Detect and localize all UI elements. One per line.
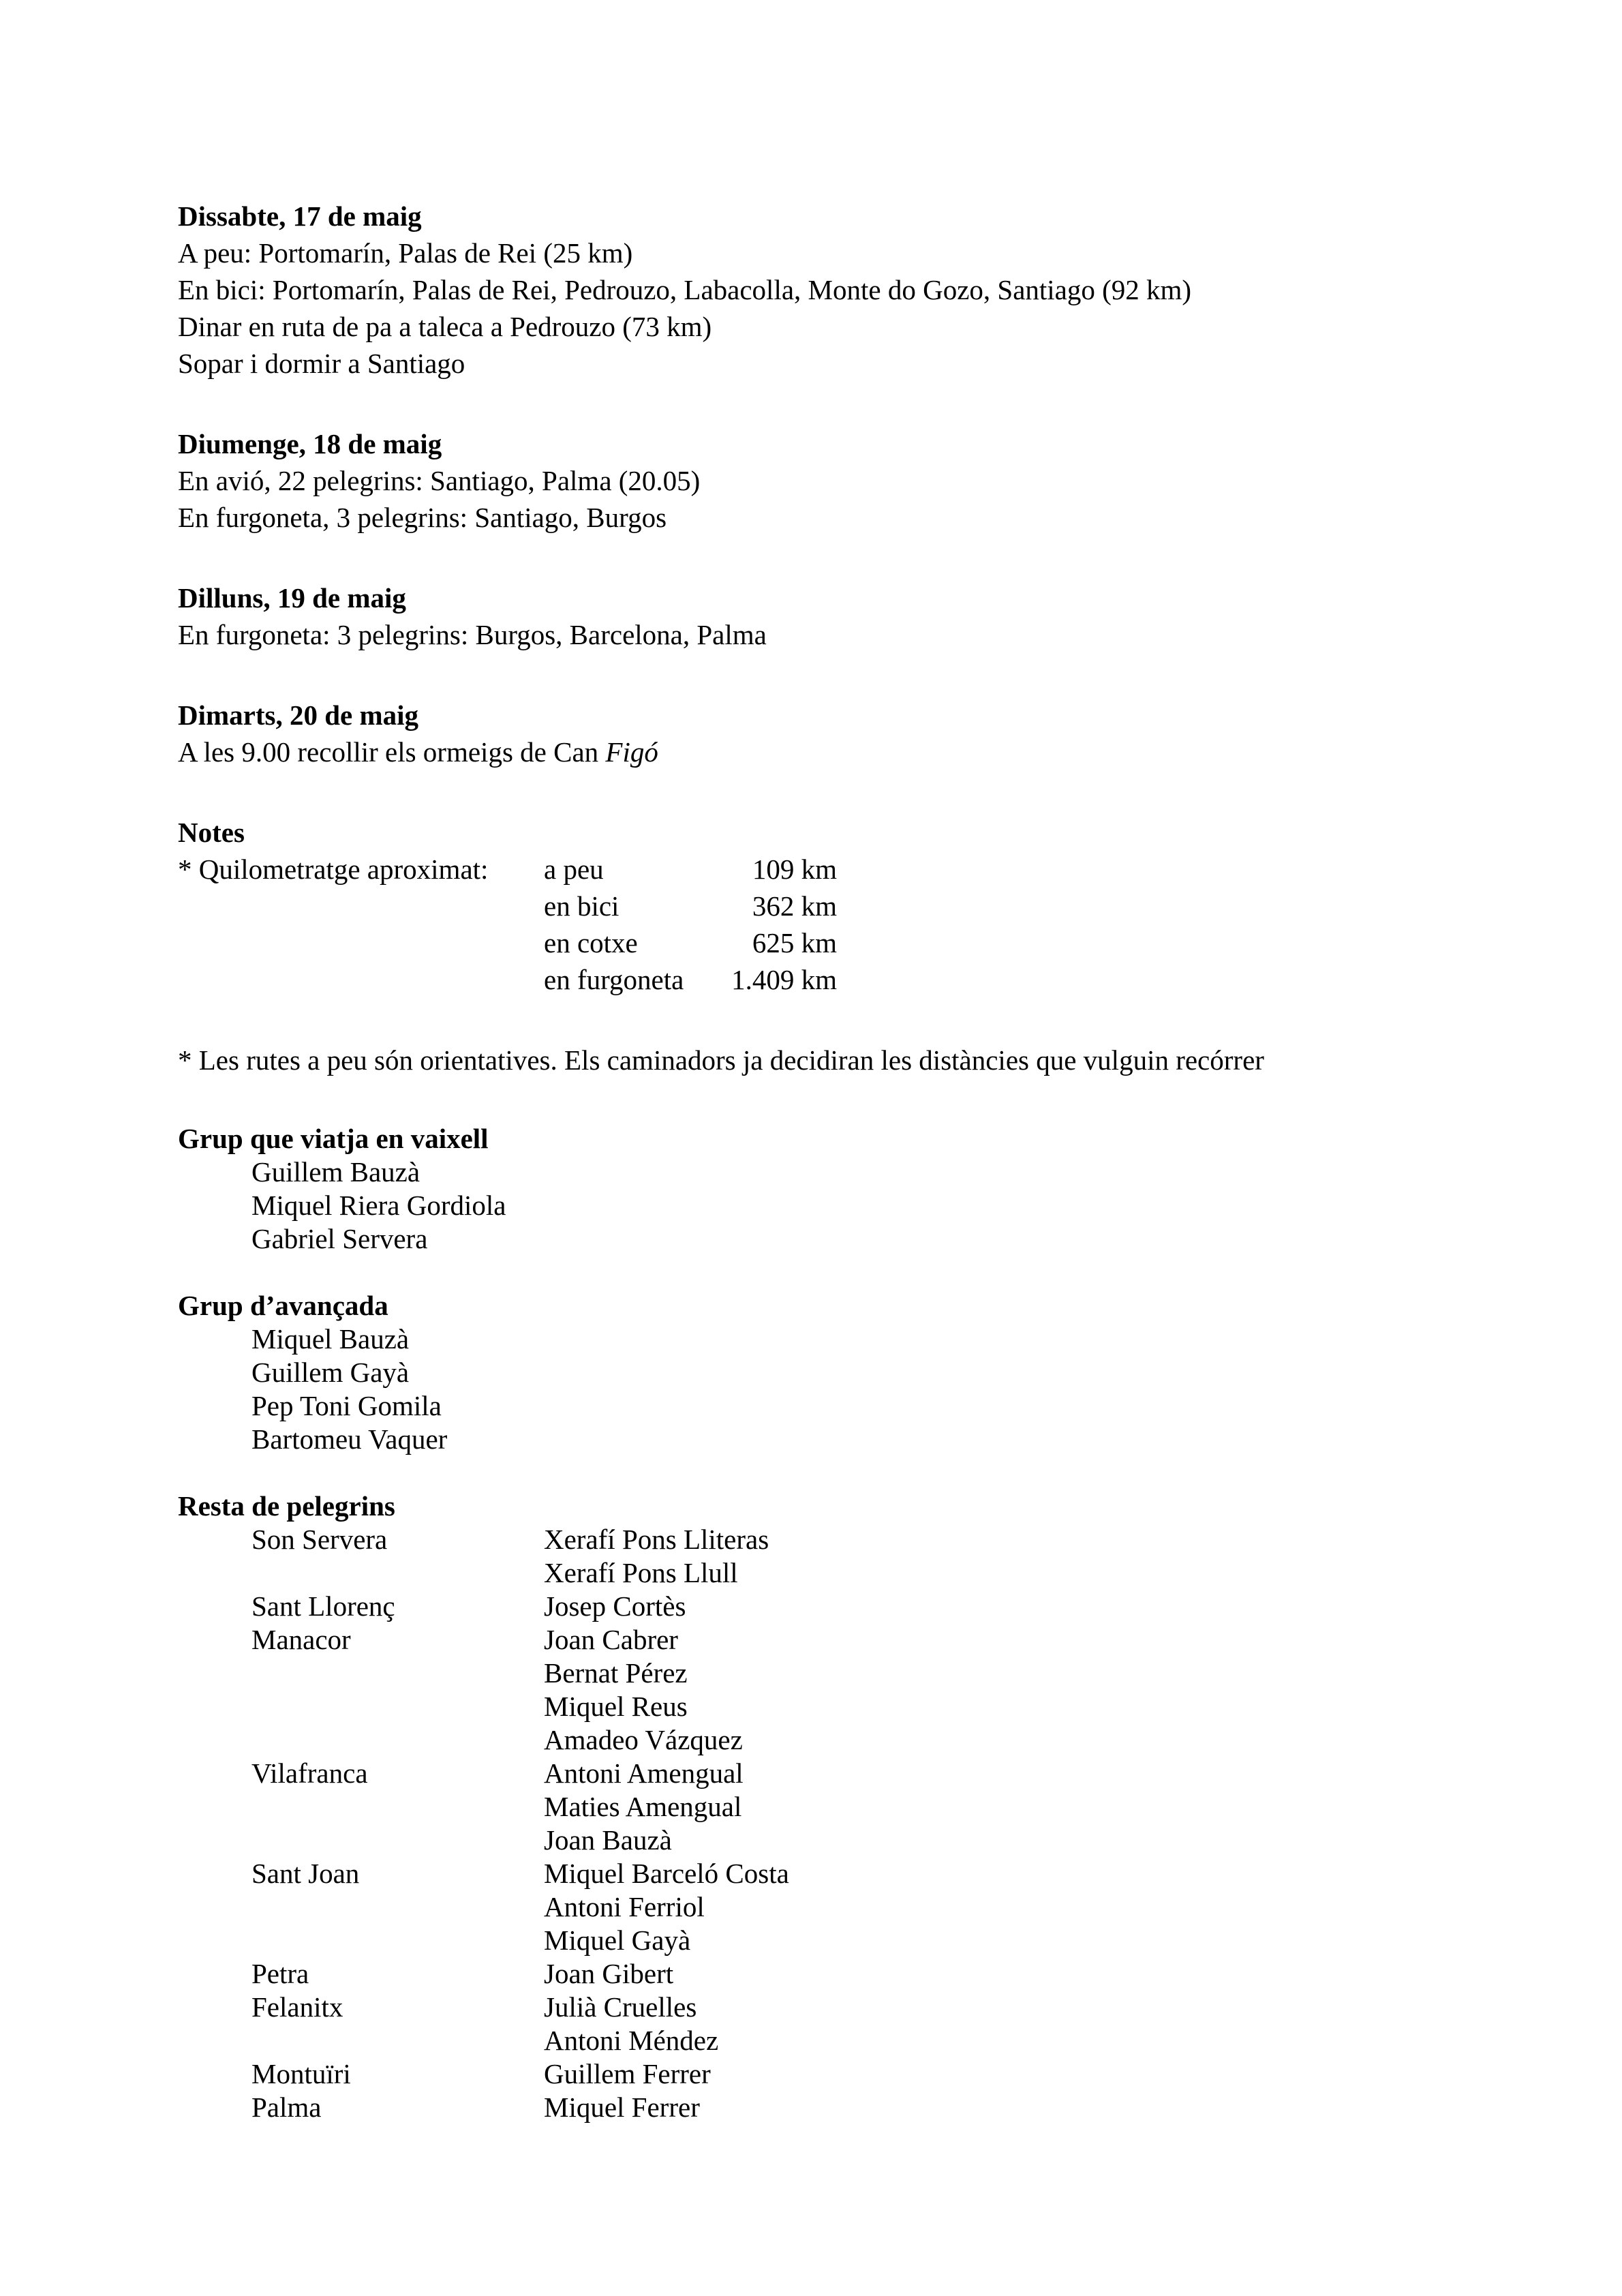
pilgrim-row [178,1924,1473,1957]
km-value: 362 km [752,890,837,922]
notes-heading: Notes [178,817,245,848]
group-member: Miquel Riera Gordiola [251,1190,506,1221]
km-row [178,924,1473,961]
km-row [178,888,1473,924]
pilgrim-row [178,1890,1473,1924]
pilgrim-town: Petra [251,1958,309,1989]
pilgrim-name: Julià Cruelles [544,1991,697,2023]
pilgrim-town: Vilafranca [251,1757,368,1789]
pilgrim-row [178,2057,1473,2091]
pilgrim-name: Miquel Ferrer [544,2091,700,2123]
group-heading: Grup que viatja en vaixell [178,1123,489,1154]
pilgrim-name: Josep Cortès [544,1590,686,1622]
pilgrim-row [178,1957,1473,1991]
km-value: 625 km [752,927,837,958]
pilgrim-name: Maties Amengual [544,1791,742,1822]
pilgrim-row [178,1556,1473,1590]
pilgrim-town [178,1657,544,1690]
pilgrim-town: Manacor [251,1624,351,1655]
day-monday [178,579,1473,653]
day-heading: Dilluns, 19 de maig [178,582,406,614]
km-row [178,851,1473,888]
pilgrim-row [178,1523,1473,1556]
group-heading: Grup d’avançada [178,1290,388,1321]
day-line-italic: Figó [605,736,658,768]
pilgrim-row [178,1657,1473,1690]
pilgrim-row [178,2024,1473,2057]
pilgrim-town: Son Servera [251,1524,388,1555]
pilgrim-row [178,1590,1473,1623]
pilgrim-row [178,1623,1473,1657]
pilgrim-row [178,2091,1473,2124]
day-line-text: A les 9.00 recollir els ormeigs de Can [178,736,606,768]
day-line: Sopar i dormir a Santiago [178,348,465,379]
day-line: En furgoneta, 3 pelegrins: Santiago, Burgos [178,502,667,533]
pilgrim-town [178,1924,544,1957]
day-line: Dinar en ruta de pa a taleca a Pedrouzo (73 km) [178,311,712,342]
group-member: Miquel Bauzà [251,1323,410,1355]
day-line: En furgoneta: 3 pelegrins: Burgos, Barcelona, Palma [178,619,767,650]
rest-heading: Resta de pelegrins [178,1490,395,1522]
pilgrim-town [178,1790,544,1824]
km-mode: a peu [544,854,604,885]
pilgrim-name: Joan Gibert [544,1958,674,1989]
pilgrim-row [178,1991,1473,2024]
pilgrim-town: Sant Llorenç [251,1590,395,1622]
pilgrim-town: Sant Joan [251,1858,360,1889]
day-heading: Diumenge, 18 de maig [178,428,442,459]
group-member: Gabriel Servera [251,1223,428,1254]
pilgrim-name: Antoni Méndez [544,2025,719,2056]
pilgrim-town: Palma [251,2091,322,2123]
group-member: Bartomeu Vaquer [251,1423,448,1455]
pilgrim-town [178,1824,544,1857]
pilgrim-town [178,1556,544,1590]
pilgrim-row [178,1690,1473,1723]
pilgrim-name: Joan Bauzà [544,1824,672,1856]
day-line [178,734,1473,770]
pilgrim-town [178,1723,544,1757]
document-content [178,198,1473,2124]
day-line: A peu: Portomarín, Palas de Rei (25 km) [178,237,633,269]
group-member: Guillem Gayà [251,1357,410,1388]
km-row [178,961,1473,998]
group-member: Pep Toni Gomila [251,1390,442,1421]
pilgrim-row [178,1723,1473,1757]
group-member: Guillem Bauzà [251,1156,420,1188]
pilgrim-town: Montuïri [251,2058,351,2089]
pilgrim-row [178,1757,1473,1790]
pilgrim-name: Guillem Ferrer [544,2058,711,2089]
pilgrim-name: Bernat Pérez [544,1657,688,1689]
day-saturday [178,198,1473,382]
pilgrim-name: Antoni Amengual [544,1757,744,1789]
pilgrim-town [178,1690,544,1723]
day-heading: Dimarts, 20 de maig [178,699,419,731]
pilgrim-town [178,2024,544,2057]
day-line: En avió, 22 pelegrins: Santiago, Palma (20.05) [178,465,701,496]
km-mode: en cotxe [544,927,638,958]
km-value: 1.409 km [731,964,837,995]
day-heading: Dissabte, 17 de maig [178,200,422,232]
pilgrim-name: Miquel Reus [544,1691,688,1722]
pilgrim-row [178,1824,1473,1857]
pilgrim-name: Antoni Ferriol [544,1891,705,1922]
pilgrim-town: Felanitx [251,1991,343,2023]
pilgrim-town [178,1890,544,1924]
pilgrim-row [178,1790,1473,1824]
km-mode: en bici [544,890,619,922]
notes-section [178,814,1473,1078]
day-line: En bici: Portomarín, Palas de Rei, Pedrouzo, Labacolla, Monte do Gozo, Santiago (92 km) [178,274,1192,305]
km-mode: en furgoneta [544,964,684,995]
pilgrim-name: Xerafí Pons Llull [544,1557,738,1588]
day-tuesday [178,697,1473,770]
group-advance [178,1289,1473,1456]
day-sunday [178,425,1473,536]
pilgrim-name: Xerafí Pons Lliteras [544,1524,769,1555]
pilgrim-name: Miquel Barceló Costa [544,1858,789,1889]
km-label: * Quilometratge aproximat: [178,854,489,885]
pilgrim-name: Miquel Gayà [544,1924,691,1956]
rest-pilgrims [178,1490,1473,2124]
group-boat [178,1122,1473,1256]
pilgrim-name: Joan Cabrer [544,1624,678,1655]
pilgrim-name: Amadeo Vázquez [544,1724,743,1755]
km-value: 109 km [752,854,837,885]
rest-list [178,1523,1473,2124]
pilgrim-row [178,1857,1473,1890]
routes-note: * Les rutes a peu són orientatives. Els caminadors ja decidiran les distàncies que vulguin recórrer [178,1044,1264,1076]
